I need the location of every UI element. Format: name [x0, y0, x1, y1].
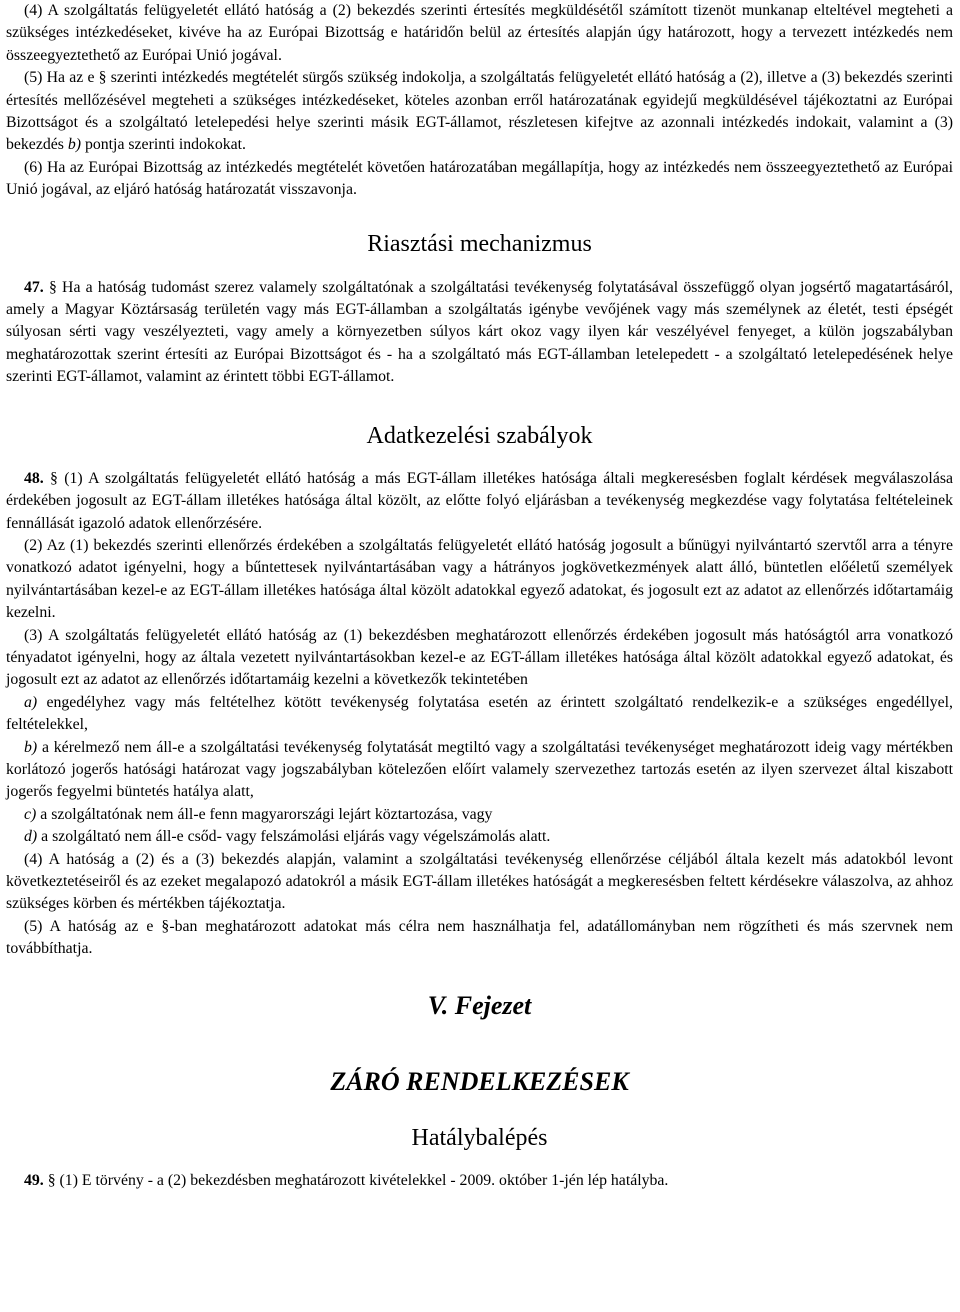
point-c-text: a szolgáltatónak nem áll-e fenn magyarországi lejárt köztartozása, vagy [36, 805, 493, 823]
section-48-number: 48. [24, 469, 44, 487]
section-48-paragraph-5: (5) A hatóság az e §-ban meghatározott adatokat más célra nem használhatja fel, adatállományban nem rögzítheti és más szervnek nem továbbíthatja. [6, 917, 953, 958]
section-heading-riasztasi: Riasztási mechanizmus [367, 230, 592, 257]
section-47-text: § Ha a hatóság tudomást szerez valamely szolgáltatónak a szolgáltatási tevékenység folytatásával összefüggő olyan jogsértő magatartásáról, amely a Magyar Köztársaság területén vagy más EGT-államban a szolgáltatás igénybe vevőjének vagy más személynek az életét, testi épségét súlyosan sérti vagy veszélyezteti, vagy amely a környezetben súlyos kárt okoz vagy ilyen kár veszélyével fenyeget, a külön jogszabályban meghatározottak szerint értesíti az Európai Bizottságot és - ha a szolgáltató más EGT-államban letelepedett - a szolgáltató letelepedésének helye szerinti EGT-államot, valamint az érintett többi EGT-államot. [6, 278, 953, 386]
chapter-number: V. Fejezet [427, 990, 532, 1020]
point-a-marker: a) [24, 693, 38, 711]
chapter-title: ZÁRÓ RENDELKEZÉSEK [330, 1066, 629, 1096]
section-48-point-b [6, 737, 953, 804]
section-48-paragraph-4: (4) A hatóság a (2) és a (3) bekezdés alapján, valamint a szolgáltatási tevékenység ellenőrzése céljából általa kezelt más adatokból levont következtetéseiről és az ezeket megalapozó adatokról a másik EGT-állam illetékes hatóságát a megkeresésben feltett kérdésekre válaszolva, az ahhoz szükséges körben és mértékben tájékoztatja. [6, 850, 953, 913]
point-b-marker: b) [24, 738, 38, 756]
section-48-paragraph-3: (3) A szolgáltatás felügyeletét ellátó hatóság az (1) bekezdésben meghatározott ellenőrzés érdekében jogosult más hatóságtól arra vonatkozó tényadatot igényelni, hogy az általa vezetett nyilvántartásokban kezel-e az EGT-állam illetékes hatósága által közölt adatokkal egyező adatokat, és jogosult ezt az adatot az ellenőrzés időtartamáig kezelni a következők tekintetében [6, 626, 953, 689]
section-47 [6, 277, 953, 389]
section-heading-hatalybalepes: Hatálybalépés [411, 1124, 548, 1151]
paragraph-6: (6) Ha az Európai Bizottság az intézkedés megtételét követően határozatában megállapítja, hogy az intézkedés nem összeegyeztethető az Európai Unió jogával, az eljáró hatóság határozatát visszavonja. [6, 158, 953, 199]
paragraph-5 [6, 67, 953, 157]
paragraph-5-end: pontja szerinti indokokat. [81, 136, 246, 154]
section-48-point-c [6, 804, 953, 826]
section-48-point-d [6, 826, 953, 848]
point-a-text: engedélyhez vagy más feltételhez kötött tevékenység folytatása esetén az érintett szolgáltató rendelkezik-e a szükséges engedéllyel, feltételekkel, [6, 693, 953, 734]
section-48-point-a [6, 692, 953, 737]
paragraph-5-italic: b) [67, 136, 82, 154]
section-48-text: § (1) A szolgáltatás felügyeletét ellátó hatóság a más EGT-állam illetékes hatósága általi megkeresésben foglalt kérdések megválaszolása érdekében jogosult az EGT-állam illetékes hatósága által közölt, az előtte folyó eljárásban a tevékenység megkezdése vagy folytatása feltételeinek fennállását igazoló adatok ellenőrzésére. [6, 469, 953, 532]
section-48-paragraph-2: (2) Az (1) bekezdés szerinti ellenőrzés érdekében a szolgáltatás felügyeletét ellátó hatóság jogosult a bűnügyi nyilvántartó szervtől arra a tényre vonatkozó adatot igényelni, hogy a bűntettesek nyilvántartásában vagy a hátrányos jogkövetkezmények alatt álló, büntetlen előéletű személyek nyilvántartásában kezel-e az EGT-állam illetékes hatósága által közölt adatokkal egyező adatokat, és jogosult ezt az adatot az ellenőrzés időtartamáig kezelni. [6, 536, 953, 622]
section-49-number: 49. [24, 1171, 44, 1189]
point-d-marker: d) [24, 828, 38, 846]
section-49-text: § (1) E törvény - a (2) bekezdésben meghatározott kivételekkel - 2009. október 1-jén lép hatályba. [43, 1171, 669, 1189]
section-48-paragraph-1 [6, 468, 953, 535]
section-47-number: 47. [24, 278, 44, 296]
section-49 [6, 1170, 953, 1192]
paragraph-4: (4) A szolgáltatás felügyeletét ellátó hatóság a (2) bekezdés szerinti értesítés megküldésétől számított tizenöt munkanap elteltével megteheti a szükséges intézkedéseket, kivéve ha az Európai Bizottság e határidőn belül az értesítés alapján úgy határozott, hogy a tervezett intézkedés nem összeegyeztethető az Európai Unió jogával. [6, 2, 953, 64]
point-d-text: a szolgáltató nem áll-e csőd- vagy felszámolási eljárás vagy végelszámolás alatt. [37, 828, 551, 846]
paragraph-5-text: (5) Ha az e § szerinti intézkedés megtételét sürgős szükség indokolja, a szolgáltatás felügyeletét ellátó hatóság a (2), illetve a (3) bekezdés szerinti értesítés mellőzésével megteheti a szükséges intézkedéseket, köteles azonban erről határozatának egyidejű megküldésével tájékoztatni az Európai Bizottságot és a szolgáltató letelepedési helye szerinti másik EGT-államot, részletesen kifejtve az azonnali intézkedés indokait, valamint a (3) bekezdés [6, 69, 953, 154]
section-heading-adatkezelesi: Adatkezelési szabályok [366, 422, 593, 449]
document-page [6, 0, 953, 1192]
point-c-marker: c) [24, 805, 37, 823]
point-b-text: a kérelmező nem áll-e a szolgáltatási tevékenység folytatását megtiltó vagy a szolgáltatási tevékenységet meghatározott ideig vagy mértékben korlátozó jogerős hatósági határozat vagy jogszabályban kötelezően előírt valamely szervezethez tartozás esetén az ilyen szervezet által kiszabott jogerős fegyelmi büntetés hatálya alatt, [6, 738, 953, 801]
